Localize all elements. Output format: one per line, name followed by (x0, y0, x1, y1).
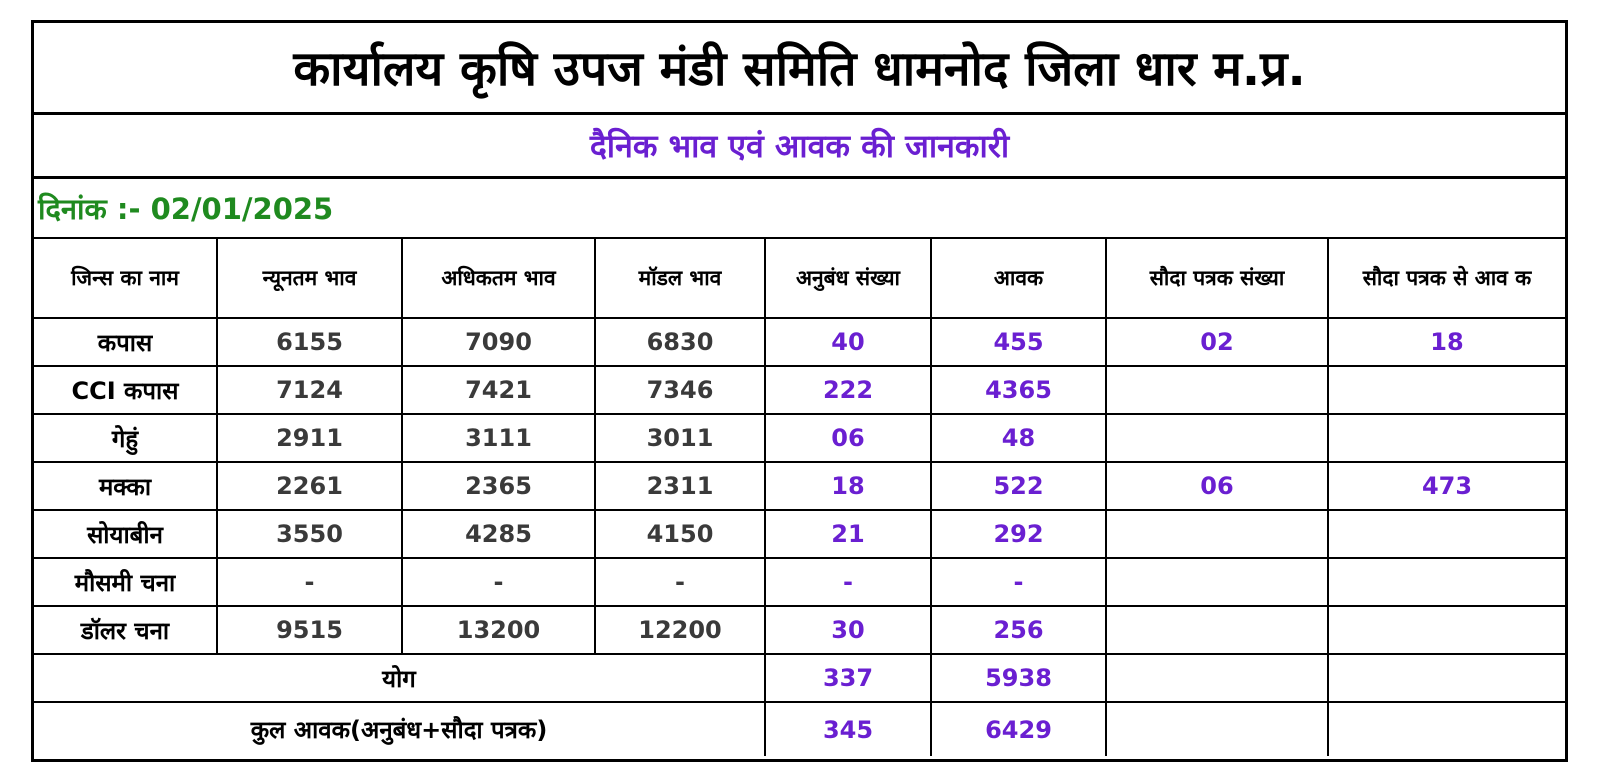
deal-count: 02 (1106, 318, 1328, 366)
min-price: - (217, 558, 402, 606)
arrival: 256 (931, 606, 1106, 654)
model-price: 6830 (595, 318, 765, 366)
grand-total-label: कुल आवक(अनुबंध+सौदा पत्रक) (34, 702, 765, 756)
contract-count: - (765, 558, 931, 606)
min-price: 9515 (217, 606, 402, 654)
arrival: - (931, 558, 1106, 606)
date-label: दिनांक :- 02/01/2025 (38, 191, 334, 226)
table-row (34, 558, 1565, 606)
min-price: 3550 (217, 510, 402, 558)
deal-arrival: 473 (1328, 462, 1565, 510)
total-contracts: 337 (765, 654, 931, 702)
deal-count (1106, 366, 1328, 414)
model-price: 3011 (595, 414, 765, 462)
commodity-name: सोयाबीन (34, 510, 217, 558)
header-deal-count: सौदा पत्रक संख्या (1106, 238, 1328, 318)
commodity-name: कपास (34, 318, 217, 366)
min-price: 2261 (217, 462, 402, 510)
total-empty-cell (1106, 654, 1328, 702)
grand-total-contracts: 345 (765, 702, 931, 756)
arrival: 522 (931, 462, 1106, 510)
page-subtitle: दैनिक भाव एवं आवक की जानकारी (34, 115, 1565, 179)
min-price: 2911 (217, 414, 402, 462)
model-price: - (595, 558, 765, 606)
header-deal-arrival: सौदा पत्रक से आव क (1328, 238, 1565, 318)
contract-count: 06 (765, 414, 931, 462)
total-row (34, 654, 1565, 702)
model-price: 7346 (595, 366, 765, 414)
table-row (34, 606, 1565, 654)
table-row (34, 318, 1565, 366)
deal-count (1106, 558, 1328, 606)
max-price: 3111 (402, 414, 595, 462)
grand-total-empty-cell (1328, 702, 1565, 756)
commodity-name: गेहुं (34, 414, 217, 462)
max-price: 4285 (402, 510, 595, 558)
model-price: 4150 (595, 510, 765, 558)
arrival: 292 (931, 510, 1106, 558)
header-arrival: आवक (931, 238, 1106, 318)
model-price: 12200 (595, 606, 765, 654)
arrival: 48 (931, 414, 1106, 462)
commodity-name: डॉलर चना (34, 606, 217, 654)
commodity-name: मक्का (34, 462, 217, 510)
deal-count (1106, 414, 1328, 462)
contract-count: 40 (765, 318, 931, 366)
deal-count (1106, 510, 1328, 558)
deal-arrival (1328, 414, 1565, 462)
contract-count: 222 (765, 366, 931, 414)
table-row (34, 462, 1565, 510)
header-max-price: अधिकतम भाव (402, 238, 595, 318)
table-row (34, 414, 1565, 462)
max-price: 2365 (402, 462, 595, 510)
contract-count: 18 (765, 462, 931, 510)
min-price: 7124 (217, 366, 402, 414)
deal-arrival (1328, 510, 1565, 558)
contract-count: 21 (765, 510, 931, 558)
grand-total-arrival: 6429 (931, 702, 1106, 756)
deal-arrival (1328, 606, 1565, 654)
max-price: - (402, 558, 595, 606)
max-price: 13200 (402, 606, 595, 654)
min-price: 6155 (217, 318, 402, 366)
table-row (34, 366, 1565, 414)
model-price: 2311 (595, 462, 765, 510)
rate-sheet (31, 20, 1568, 762)
deal-arrival: 18 (1328, 318, 1565, 366)
arrival: 455 (931, 318, 1106, 366)
deal-arrival (1328, 366, 1565, 414)
page-title: कार्यालय कृषि उपज मंडी समिति धामनोद जिला धार म.प्र. (34, 23, 1565, 115)
total-label: योग (34, 654, 765, 702)
deal-arrival (1328, 558, 1565, 606)
max-price: 7090 (402, 318, 595, 366)
header-min-price: न्यूनतम भाव (217, 238, 402, 318)
arrival: 4365 (931, 366, 1106, 414)
deal-count: 06 (1106, 462, 1328, 510)
header-commodity: जिन्स का नाम (34, 238, 217, 318)
grand-total-row (34, 702, 1565, 756)
commodity-name: CCI कपास (34, 366, 217, 414)
total-empty-cell (1328, 654, 1565, 702)
contract-count: 30 (765, 606, 931, 654)
deal-count (1106, 606, 1328, 654)
rates-table (34, 237, 1565, 756)
max-price: 7421 (402, 366, 595, 414)
commodity-name: मौसमी चना (34, 558, 217, 606)
header-model-price: मॉडल भाव (595, 238, 765, 318)
header-row (34, 238, 1565, 318)
total-arrival: 5938 (931, 654, 1106, 702)
table-row (34, 510, 1565, 558)
grand-total-empty-cell (1106, 702, 1328, 756)
header-contract-count: अनुबंध संख्या (765, 238, 931, 318)
